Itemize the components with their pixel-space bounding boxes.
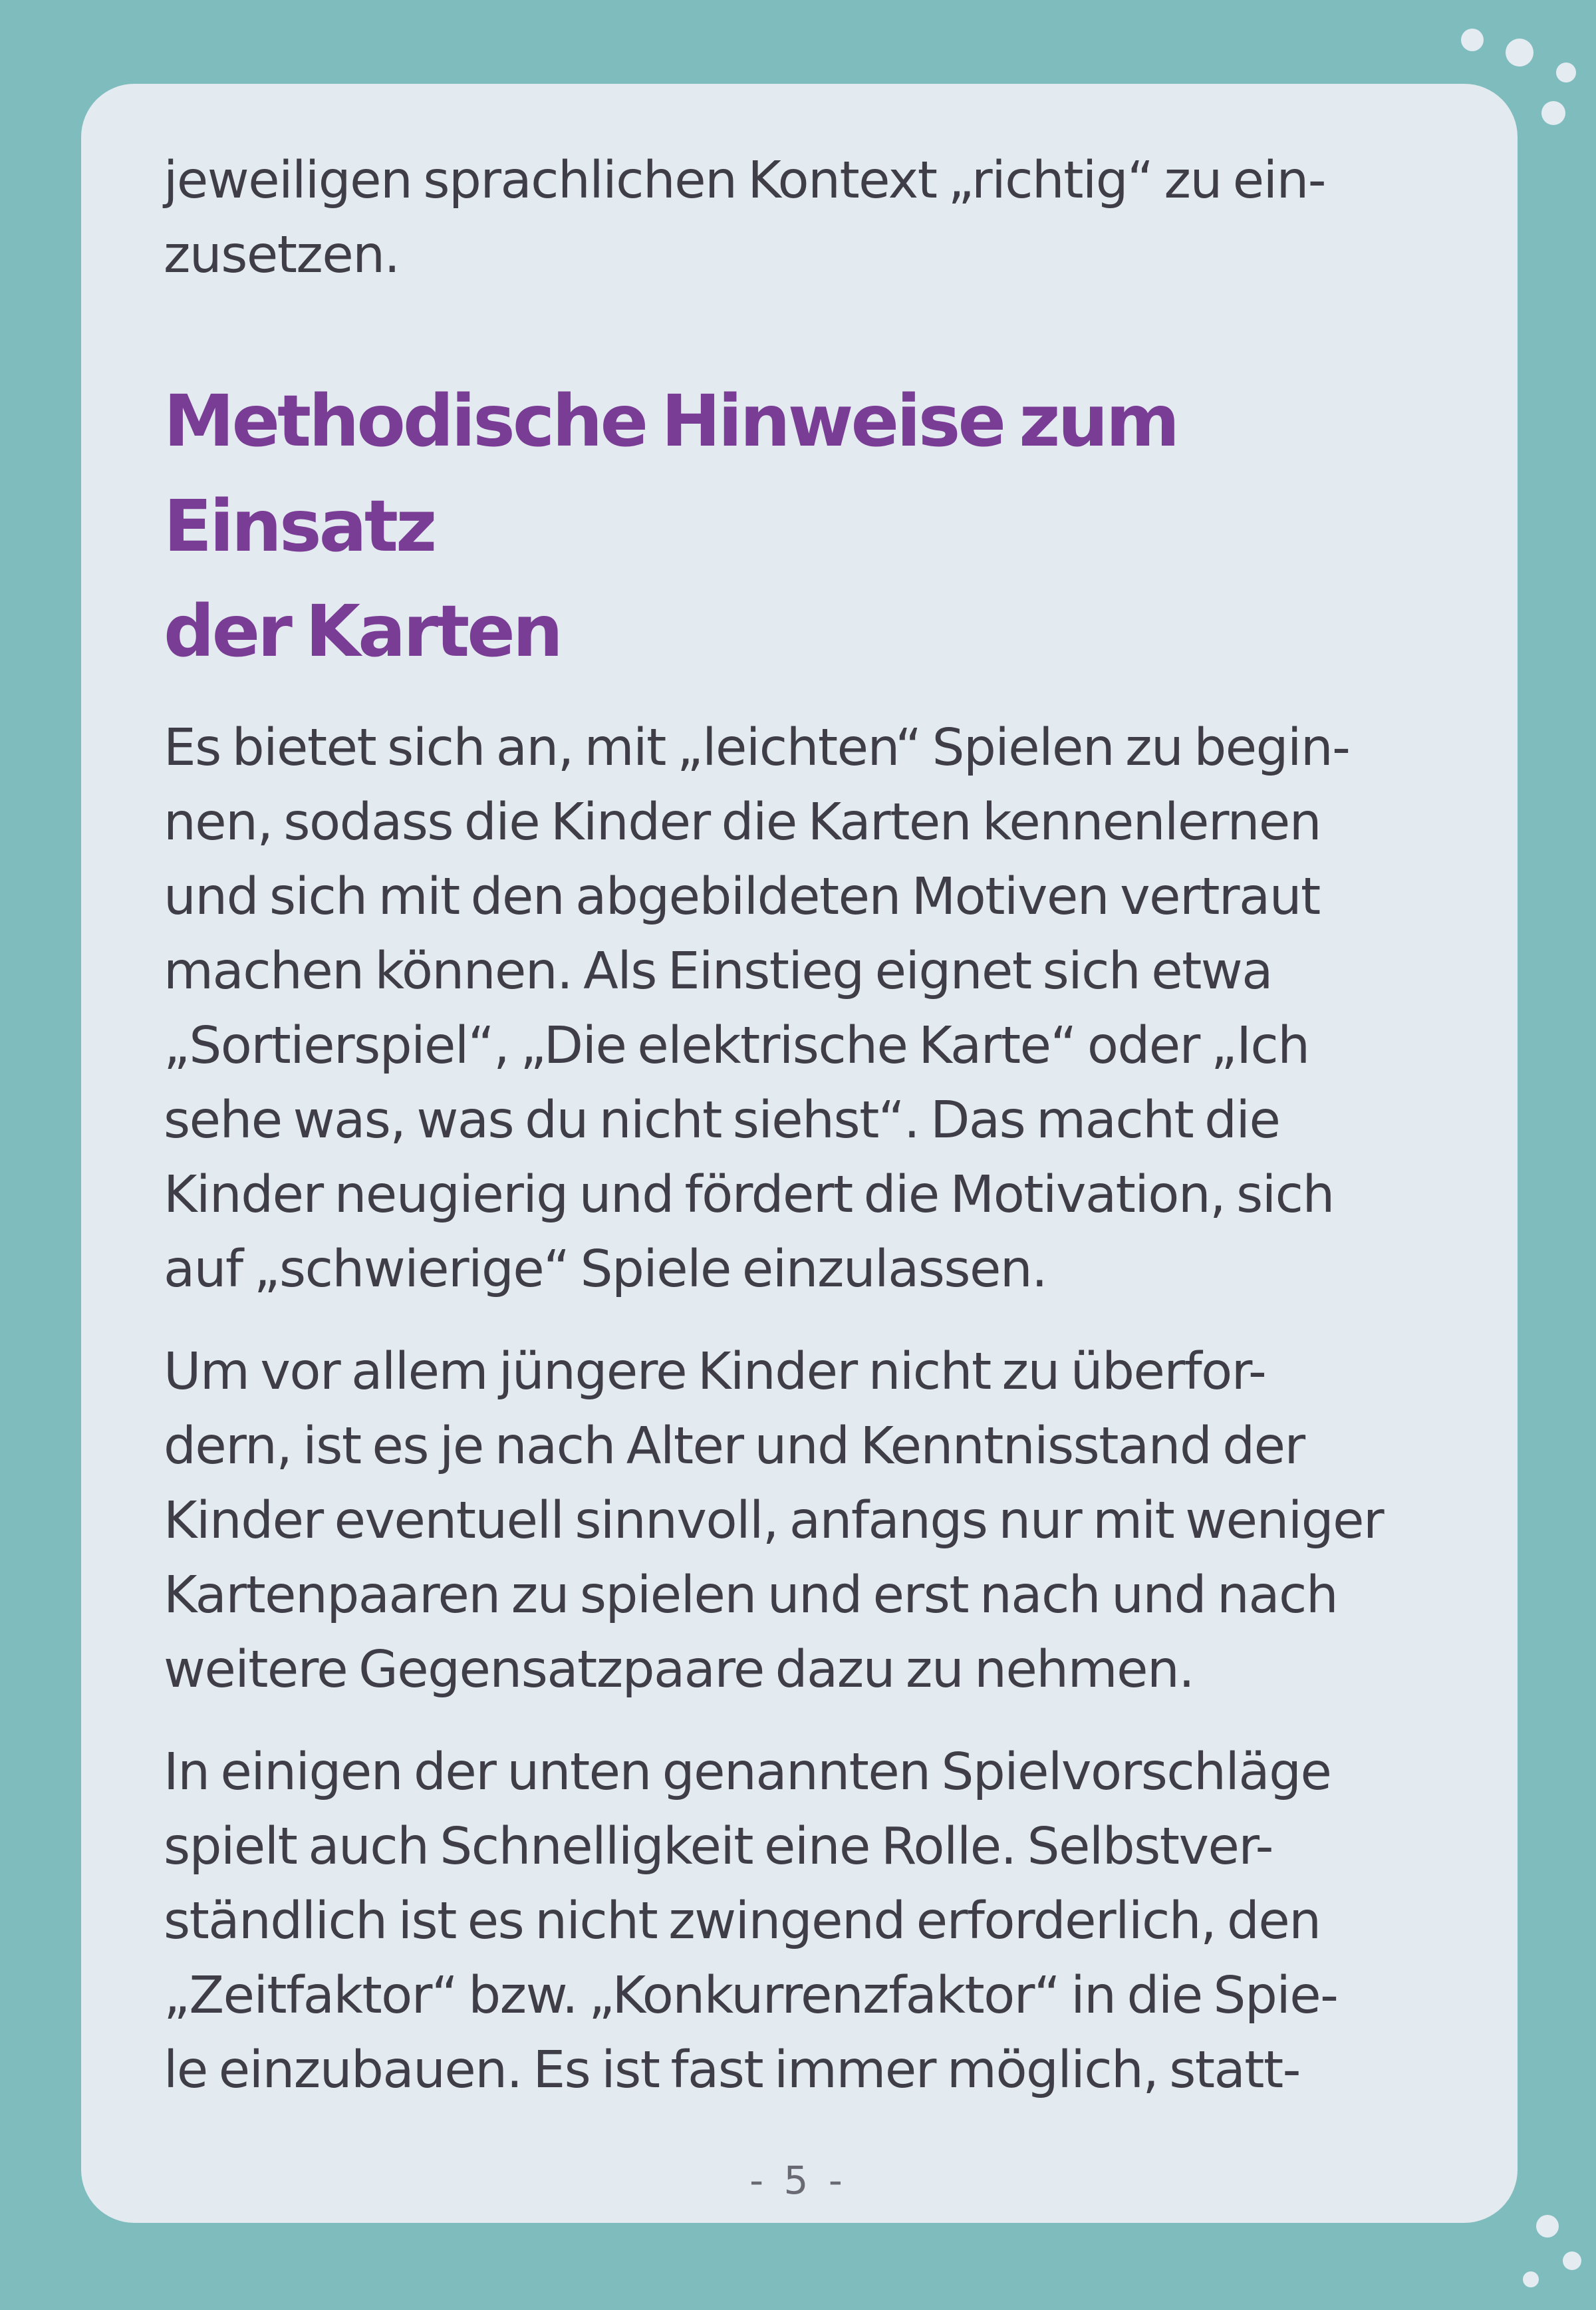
page-number: - 5 - — [749, 2158, 847, 2203]
decorative-dot — [1563, 2251, 1581, 2270]
decorative-dot — [1536, 2215, 1559, 2238]
decorative-dot — [1461, 29, 1484, 51]
decorative-dot — [1523, 2271, 1539, 2287]
decorative-dot — [1541, 101, 1565, 125]
decorative-dot — [1506, 39, 1533, 67]
section-heading: Methodische Hinweise zum Einsatz der Karten — [164, 380, 1178, 673]
body-paragraph: Um vor allem jüngere Kinder nicht zu überfor- dern, ist es je nach Alter und Kenntnisstand der Kinder eventuell sinnvoll, anfangs nur mit weniger Kartenpaaren zu spielen und erst nach und nach weitere Gegensatzpaare dazu zu nehmen. — [164, 1342, 1384, 1699]
body-paragraph: Es bietet sich an, mit „leichten“ Spielen zu begin- nen, sodass die Kinder die Karten kennenlernen und sich mit den abgebildeten Motiven vertraut machen können. Als Einstieg eignet sich etwa „Sortierspiel“, „Die elektrische Karte“ oder „Ich sehe was, was du nicht siehst“. Das macht die Kinder neugierig und fördert die Motivation, sich auf „schwierige“ Spiele einzulassen. — [164, 718, 1350, 1299]
page-content — [164, 144, 1460, 2108]
decorative-dot — [1556, 63, 1576, 82]
intro-paragraph: jeweiligen sprachlichen Kontext „richtig“ zu ein- zusetzen. — [164, 151, 1326, 285]
body-paragraph: In einigen der unten genannten Spielvorschläge spielt auch Schnelligkeit eine Rolle. Selbstver- ständlich ist es nicht zwingend erforderlich, den „Zeitfaktor“ bzw. „Konkurrenzfaktor“ in die Spie- le einzubauen. Es ist fast immer möglich, statt- — [164, 1743, 1338, 2100]
